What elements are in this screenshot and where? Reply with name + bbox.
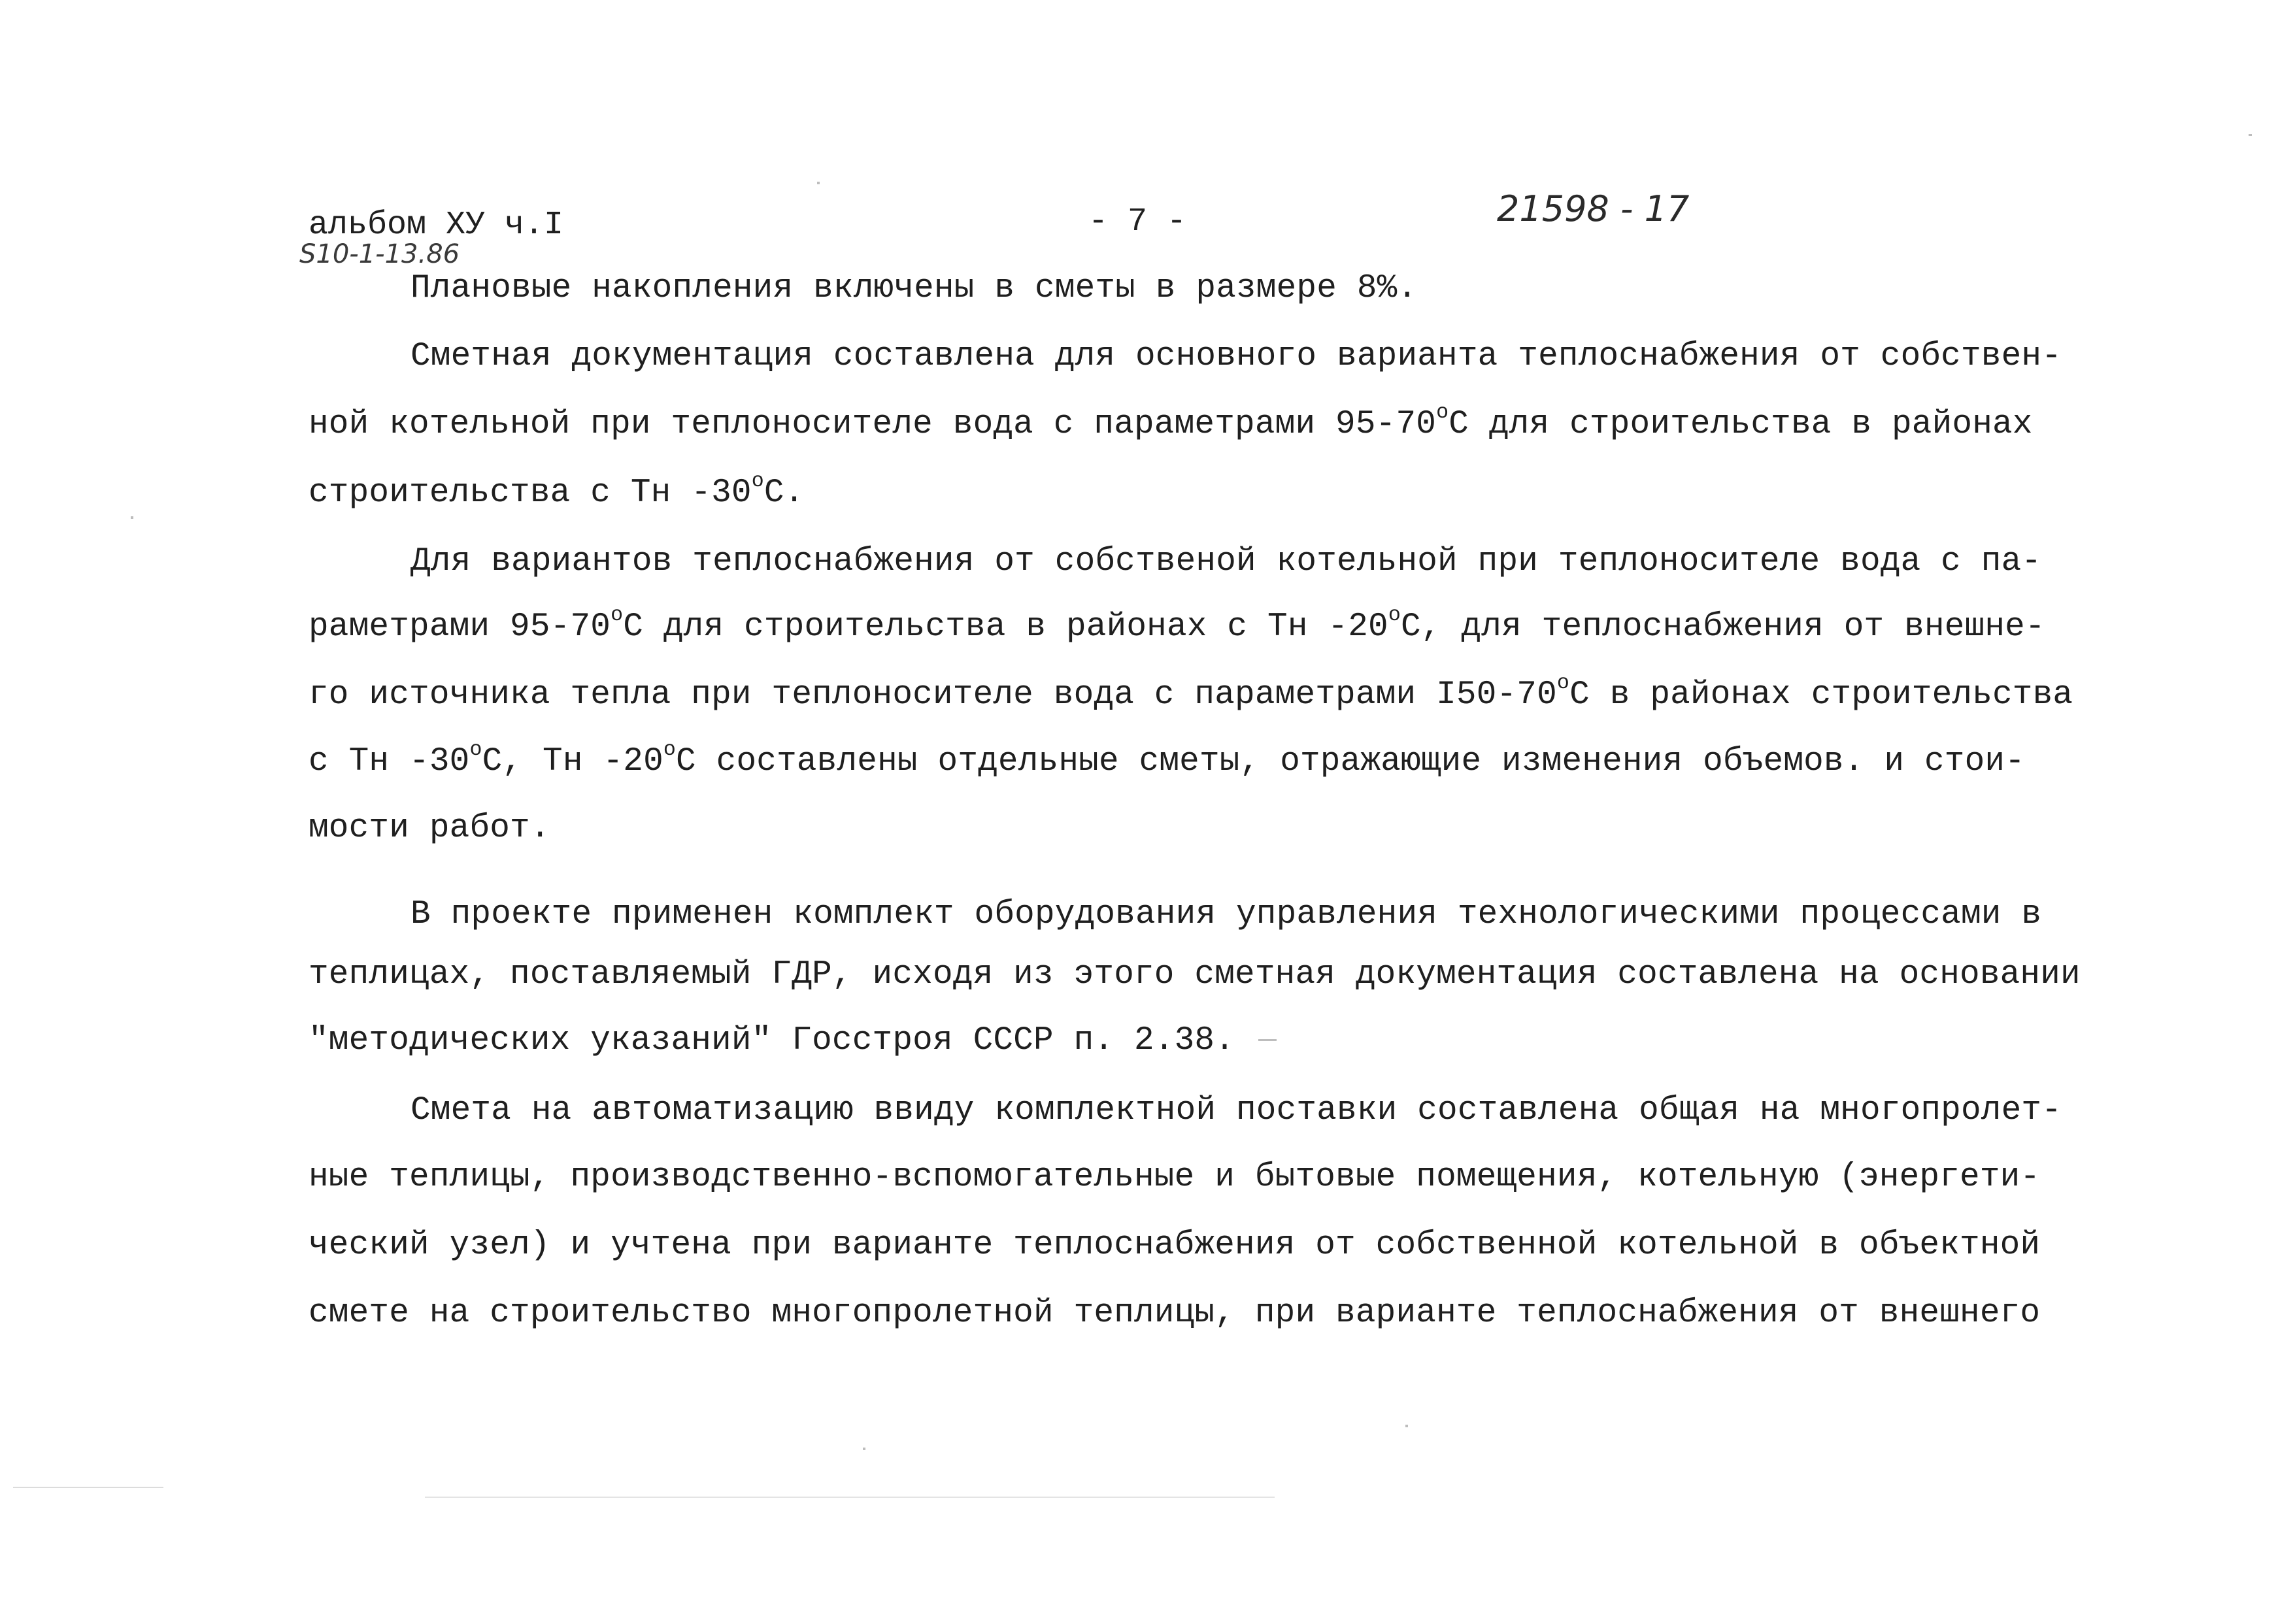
text-line: с Тн $-30^оС$, Тн $-20^оС$ составлены отдельные сметы, отражающие изменения объемов. и стои- — [309, 738, 2025, 780]
scan-speck — [817, 182, 820, 184]
text-line: смете на строительство многопролетной теплицы, при варианте теплоснабжения от внешнего — [309, 1295, 2041, 1332]
album-label: альбом ХУ ч.I — [309, 207, 564, 244]
scan-streak — [425, 1497, 1275, 1498]
scan-speck — [1258, 1039, 1277, 1041]
text-line: ной котельной при теплоносителе вода с параметрами $95-70^оС$ для строительства в районах — [309, 401, 2033, 443]
text-line: строительства с Тн $-30^оС$. — [309, 470, 805, 512]
scan-speck — [131, 516, 133, 519]
text-line: "методических указаний" Госстроя СССР п. 2.38. — [309, 1022, 1235, 1059]
text-line: теплицах, поставляемый ГДР, исходя из этого сметная документация составлена на основании — [309, 956, 2081, 993]
text-line: В проекте применен комплект оборудования управления технологическими процессами в — [410, 896, 2042, 933]
text-line: ные теплицы, производственно-вспомогательные и бытовые помещения, котельную (энергети- — [309, 1159, 2041, 1196]
scan-speck — [863, 1448, 865, 1450]
text-line: Плановые накопления включены в сметы в размере 8%. — [410, 270, 1418, 307]
text-line: раметрами $95-70^оС$ для строительства в районах с Тн $-20^оС$, для теплоснабжения от внешне- — [309, 604, 2045, 646]
text-line: Смета на автоматизацию ввиду комплектной поставки составлена общая на многопролет- — [410, 1092, 2062, 1129]
text-line: мости работ. — [309, 810, 550, 847]
scan-streak — [13, 1487, 163, 1488]
document-number-handwritten: 21598 - 17 — [1497, 188, 1690, 229]
text-line: Для вариантов теплоснабжения от собственой котельной при теплоносителе вода с па- — [410, 543, 2042, 580]
text-line: Сметная документация составлена для основного варианта теплоснабжения от собствен- — [410, 338, 2062, 375]
scan-speck — [1405, 1425, 1408, 1427]
album-code-handwritten: Ѕ10-1-13.86 — [299, 239, 460, 269]
scan-speck — [2249, 134, 2252, 136]
page-number: - 7 - — [1088, 203, 1187, 240]
text-line: ческий узел) и учтена при варианте теплоснабжения от собственной котельной в объектной — [309, 1227, 2041, 1264]
text-line: го источника тепла при теплоносителе вода с параметрами $I50-70^оС$ в районах строительства — [309, 672, 2073, 714]
